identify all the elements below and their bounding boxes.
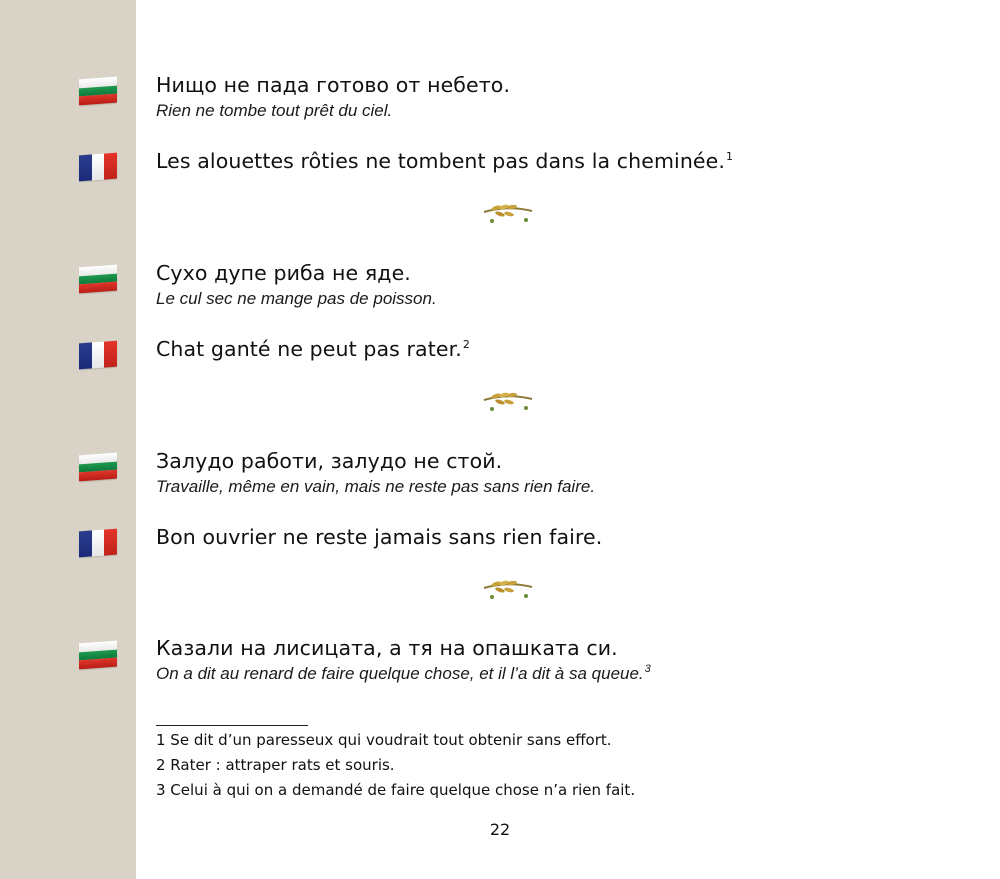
proverb-translation: Le cul sec ne mange pas de poisson. [156, 289, 437, 308]
page-number: 22 [489, 820, 511, 839]
france-flag-icon [79, 341, 117, 370]
footnote-ref: 3 [644, 663, 651, 676]
wheat-ornament-icon [482, 575, 534, 601]
bulgaria-flag-icon [79, 77, 117, 106]
footnote-ref: 1 [725, 150, 734, 164]
footnote: 2 Rater : attraper rats et souris. [156, 756, 395, 774]
french-proverb: Les alouettes rôties ne tombent pas dans la cheminée.$^1$ [156, 149, 734, 173]
bulgarian-proverb: Сухо дупе риба не яде. [156, 261, 411, 285]
france-flag-icon [79, 153, 117, 182]
bulgaria-flag-icon [79, 453, 117, 482]
bulgaria-flag-icon [79, 641, 117, 670]
footnote-ref: 2 [462, 338, 470, 352]
bulgarian-proverb: Залудо работи, залудо не стой. [156, 449, 503, 473]
proverb-translation: Travaille, même en vain, mais ne reste pas sans rien faire. [156, 477, 596, 496]
wheat-ornament-icon [482, 199, 534, 225]
proverb-translation: On a dit au renard de faire quelque chose, et il l’a dit à sa queue.$^3$ [156, 663, 651, 683]
bulgarian-proverb: Нищо не пада готово от небето. [156, 73, 511, 97]
french-proverb: Bon ouvrier ne reste jamais sans rien faire. [156, 525, 603, 549]
footnote: 1 Se dit d’un paresseux qui voudrait tout obtenir sans effort. [156, 731, 612, 749]
footnote: 3 Celui à qui on a demandé de faire quelque chose n’a rien fait. [156, 781, 636, 799]
proverb-translation: Rien ne tombe tout prêt du ciel. [156, 101, 393, 120]
french-proverb: Chat ganté ne peut pas rater.$^2$ [156, 337, 470, 361]
footnote-separator [156, 725, 308, 726]
bulgaria-flag-icon [79, 265, 117, 294]
wheat-ornament-icon [482, 387, 534, 413]
france-flag-icon [79, 529, 117, 558]
bulgarian-proverb: Казали на лисицата, а тя на опашката си. [156, 636, 618, 660]
left-margin-band [0, 0, 136, 879]
